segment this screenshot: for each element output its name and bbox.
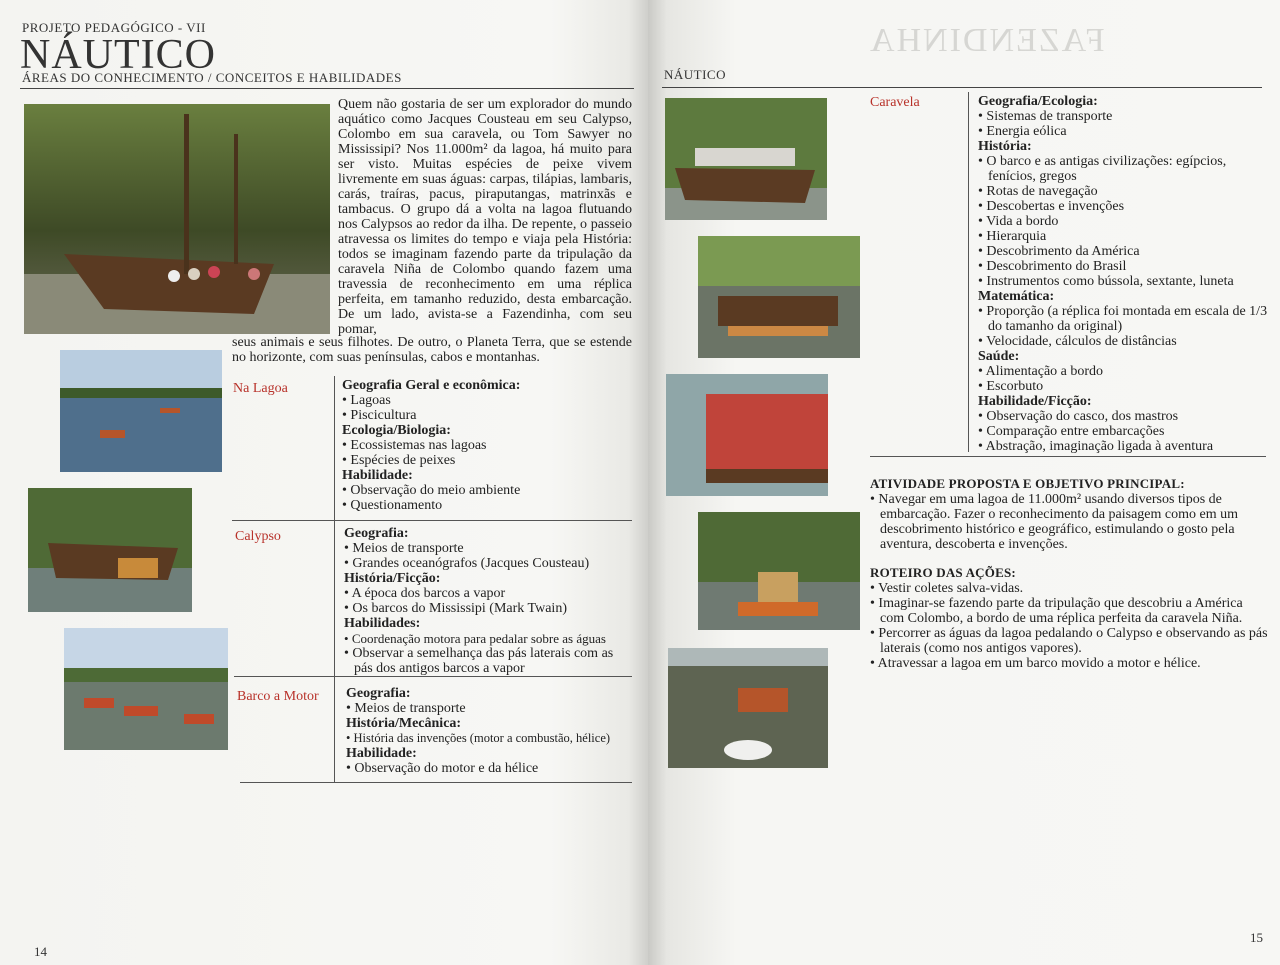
swan-photo bbox=[668, 648, 828, 768]
list-item: • Alimentação a bordo bbox=[978, 364, 1273, 379]
list-item: • Rotas de navegação bbox=[978, 184, 1273, 199]
caravel-main-photo bbox=[24, 104, 330, 334]
page-title: NÁUTICO bbox=[20, 32, 216, 78]
calypso-group-photo bbox=[698, 236, 860, 358]
right-page bbox=[648, 0, 1280, 965]
title-rule bbox=[20, 88, 634, 89]
list-item: • Descobertas e invenções bbox=[978, 199, 1273, 214]
list-item: • Percorrer as águas da lagoa pedalando o Calypso e observando as pás laterais (como nos antigos vapores). bbox=[870, 626, 1268, 656]
caravela-bottom-rule bbox=[870, 456, 1266, 457]
dock-group-photo bbox=[666, 374, 828, 496]
group-heading: História/Mecânica: bbox=[346, 716, 462, 731]
list-item: • A época dos barcos a vapor bbox=[344, 586, 634, 601]
caravela-content bbox=[978, 94, 1273, 454]
intro-paragraph-continued: seus animais e seus filhotes. De outro, o Planeta Terra, que se estende no horizonte, com suas penínsulas, cabos e montanhas. bbox=[232, 335, 632, 365]
list-item: • Observação do casco, dos mastros bbox=[978, 409, 1273, 424]
lagoa-photo bbox=[60, 350, 222, 472]
list-item: • Abstração, imaginação ligada à aventura bbox=[978, 439, 1273, 454]
section-label-calypso: Calypso bbox=[235, 529, 281, 544]
list-item: • Energia eólica bbox=[978, 124, 1273, 139]
group-heading: História/Ficção: bbox=[344, 571, 441, 586]
intro-paragraph: Quem não gostaria de ser um explorador do mundo aquático como Jacques Cousteau em seu Calypso, Colombo em sua caravela, ou Tom Sawyer no Mississipi? Nos 11.000m² da lagoa, há muito para ser visto. Muitas espécies de peixe vivem livremente em suas águas: carpas, tilápias, lambaris, carás, traíras, pacus, piraputangas, matrinxãs e tambacus. O grupo dá a volta na lagoa flutuando nos Calypsos ao redor da ilha. De repente, o passeio atravessa os limites do tempo e viaja pela História: todos se imaginam fazendo parte da tripulação da caravela Niña de Colombo quando fazem uma travessia de reconhecimento em uma réplica perfeita, em tamanho reduzido, desta embarcação. De um lado, avista-se a Fazendinha, com seu pomar, bbox=[338, 97, 632, 337]
project-kicker: PROJETO PEDAGÓGICO - VII bbox=[22, 20, 206, 35]
list-item: • Piscicultura bbox=[342, 408, 632, 423]
list-item: • Comparação entre embarcações bbox=[978, 424, 1273, 439]
section-label-caravela: Caravela bbox=[870, 95, 920, 110]
page-number-left: 14 bbox=[34, 944, 47, 959]
page-subtitle: ÁREAS DO CONHECIMENTO / CONCEITOS E HABILIDADES bbox=[22, 70, 402, 85]
roteiro-section bbox=[870, 565, 1268, 671]
list-item: • Hierarquia bbox=[978, 229, 1273, 244]
atividade-section bbox=[870, 476, 1268, 552]
group-heading: Matemática: bbox=[978, 289, 1055, 304]
group-heading: Ecologia/Biologia: bbox=[342, 423, 451, 438]
roteiro-heading: ROTEIRO DAS AÇÕES: bbox=[870, 565, 1016, 580]
list-item: • Coordenação motora para pedalar sobre as águas bbox=[344, 631, 634, 646]
group-heading: Geografia/Ecologia: bbox=[978, 94, 1098, 109]
group-heading: Saúde: bbox=[978, 349, 1020, 364]
list-item: • Imaginar-se fazendo parte da tripulação que descobriu a América com Colombo, a bordo de uma réplica perfeita da caravela Niña. bbox=[870, 596, 1268, 626]
list-item: • Instrumentos como bússola, sextante, luneta bbox=[978, 274, 1273, 289]
list-item: • Vida a bordo bbox=[978, 214, 1273, 229]
header-rule bbox=[662, 87, 1262, 88]
list-item: • Velocidade, cálculos de distâncias bbox=[978, 334, 1273, 349]
section-divider bbox=[234, 676, 632, 677]
list-item: • Vestir coletes salva-vidas. bbox=[870, 581, 1268, 596]
group-heading: Geografia Geral e econômica: bbox=[342, 378, 521, 393]
section-divider bbox=[240, 782, 632, 783]
section-calypso-content bbox=[344, 526, 634, 676]
list-item: • Meios de transporte bbox=[346, 701, 636, 716]
list-item: • Descobrimento do Brasil bbox=[978, 259, 1273, 274]
section-divider bbox=[232, 520, 632, 521]
table-column-divider bbox=[334, 376, 335, 782]
barco-motor-photo bbox=[64, 628, 228, 750]
list-item: • Espécies de peixes bbox=[342, 453, 632, 468]
list-item: • Proporção (a réplica foi montada em escala de 1/3 do tamanho da original) bbox=[978, 304, 1273, 334]
list-item: • Descobrimento da América bbox=[978, 244, 1273, 259]
list-item: • Atravessar a lagoa em um barco movido a motor e hélice. bbox=[870, 656, 1268, 671]
group-heading: Geografia: bbox=[344, 526, 409, 541]
list-item: • Lagoas bbox=[342, 393, 632, 408]
list-item: • O barco e as antigas civilizações: egípcios, fenícios, gregos bbox=[978, 154, 1273, 184]
section-label-na-lagoa: Na Lagoa bbox=[233, 381, 288, 396]
list-item: • Grandes oceanógrafos (Jacques Cousteau) bbox=[344, 556, 634, 571]
list-item: • Observação do motor e da hélice bbox=[346, 761, 636, 776]
group-heading: Geografia: bbox=[346, 686, 411, 701]
atividade-heading: ATIVIDADE PROPOSTA E OBJETIVO PRINCIPAL: bbox=[870, 476, 1185, 491]
section-na-lagoa-content bbox=[342, 378, 632, 513]
group-heading: Habilidade/Ficção: bbox=[978, 394, 1092, 409]
section-barco-motor-content bbox=[346, 686, 636, 776]
list-item: • Questionamento bbox=[342, 498, 632, 513]
list-item: • Observação do meio ambiente bbox=[342, 483, 632, 498]
page-number-right: 15 bbox=[1250, 930, 1263, 945]
group-heading: Habilidade: bbox=[342, 468, 413, 483]
group-heading: História: bbox=[978, 139, 1032, 154]
list-item: • Meios de transporte bbox=[344, 541, 634, 556]
list-item: • Observar a semelhança das pás laterais com as pás dos antigos barcos a vapor bbox=[344, 646, 634, 676]
group-heading: Habilidades: bbox=[344, 616, 421, 631]
right-header: NÁUTICO bbox=[664, 67, 726, 82]
group-heading: Habilidade: bbox=[346, 746, 417, 761]
list-item: • História das invenções (motor a combustão, hélice) bbox=[346, 731, 636, 746]
bleed-through-text: FAZENDINHA bbox=[868, 22, 1105, 59]
list-item: • Escorbuto bbox=[978, 379, 1273, 394]
caravela-column-divider bbox=[968, 92, 969, 452]
list-item: • Sistemas de transporte bbox=[978, 109, 1273, 124]
list-item: • Ecossistemas nas lagoas bbox=[342, 438, 632, 453]
list-item: • Navegar em uma lagoa de 11.000m² usando diversos tipos de embarcação. Fazer o reconhecimento da paisagem como em um descobrimento histórico e geográfico, estimulando o gosto pela aventura, descoberta e invenções. bbox=[870, 492, 1268, 552]
pedal-boat-photo bbox=[698, 512, 860, 630]
list-item: • Os barcos do Mississipi (Mark Twain) bbox=[344, 601, 634, 616]
caravela-photo bbox=[665, 98, 827, 220]
calypso-photo bbox=[28, 488, 192, 612]
section-label-barco-motor: Barco a Motor bbox=[237, 689, 319, 704]
